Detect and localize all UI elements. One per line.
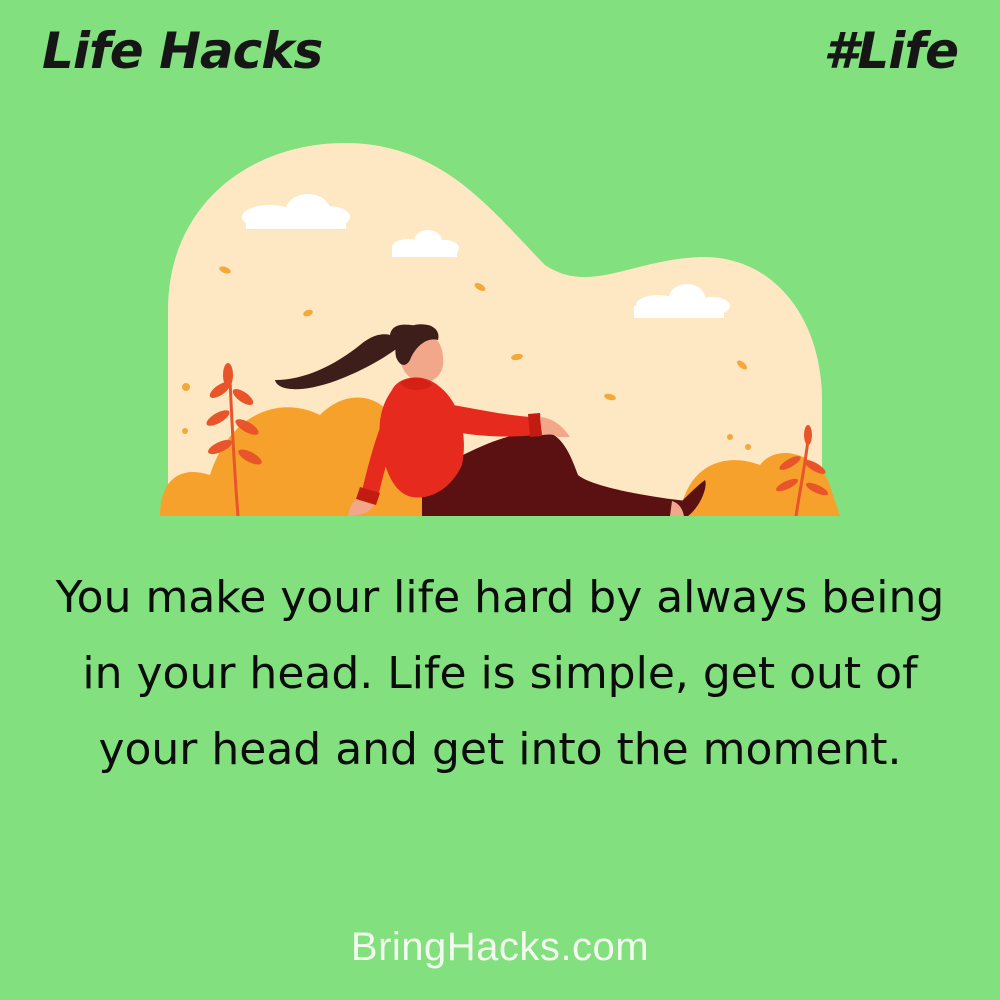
woman-relaxing-illustration [160,135,840,520]
hashtag-label: #Life [823,22,958,80]
cuff-right [528,413,542,437]
quote-text: You make your life hard by always being in your head. Life is simple, get out of your head and get into the moment. [55,572,945,775]
page-title: Life Hacks [42,22,323,80]
site-credit: BringHacks.com [350,925,650,969]
